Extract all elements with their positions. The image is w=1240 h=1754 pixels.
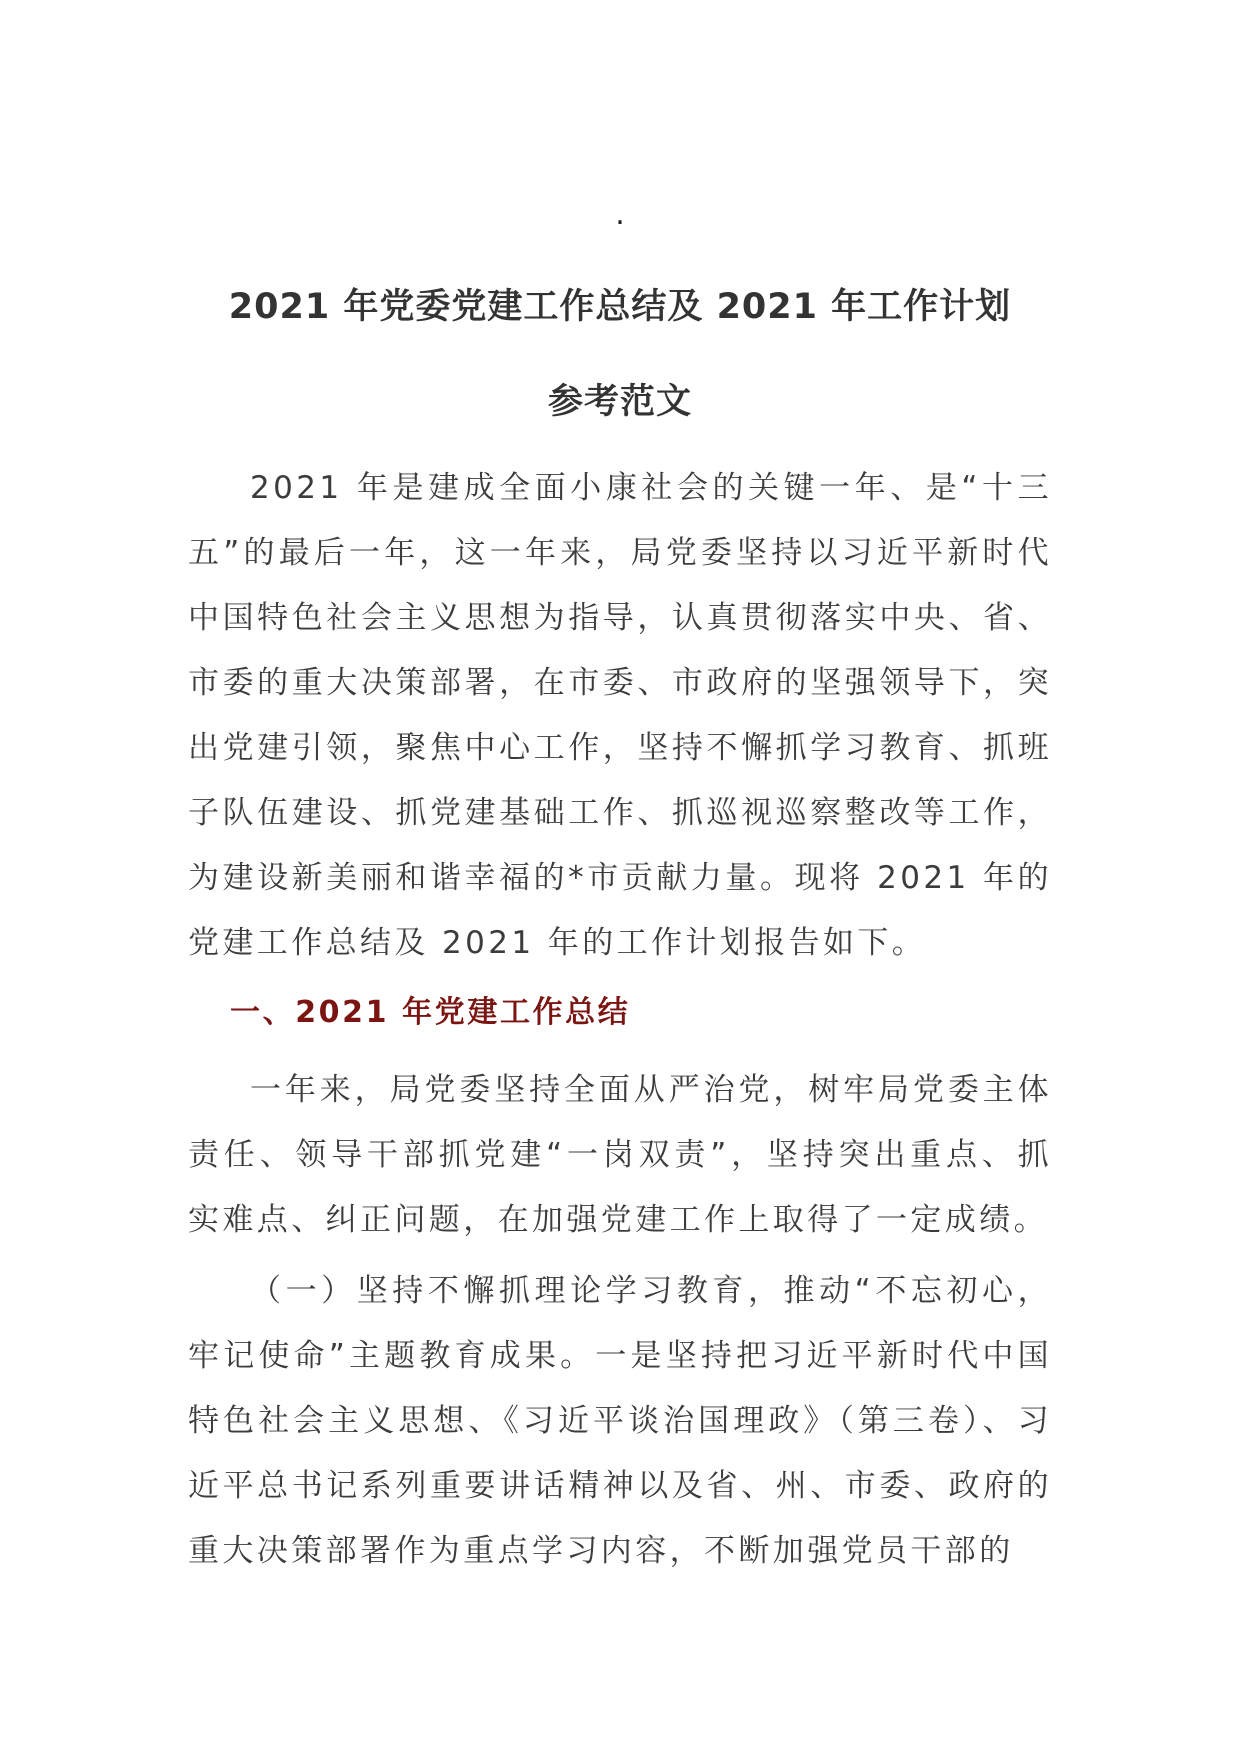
top-mark: . — [615, 197, 625, 232]
document-title-line-1: 2021 年党委党建工作总结及 2021 年工作计划 — [228, 287, 1012, 327]
section-heading-1: 一、2021 年党建工作总结 — [230, 995, 631, 1030]
section-1-paragraph: 一年来，局党委坚持全面从严治党，树牢局党委主体责任、领导干部抓党建“一岗双责”，坚持突出重点、抓实难点、纠正问题，在加强党建工作上取得了一定成绩。 — [188, 1072, 1052, 1238]
intro-paragraph: 2021 年是建成全面小康社会的关键一年、是“十三五”的最后一年，这一年来，局党委坚持以习近平新时代中国特色社会主义思想为指导，认真贯彻落实中央、省、市委的重大决策部署，在市委、市政府的坚强领导下，突出党建引领，聚焦中心工作，坚持不懈抓学习教育、抓班子队伍建设、抓党建基础工作、抓巡视巡察整改等工作，为建设新美丽和谐幸福的*市贡献力量。现将 2021 年的党建工作总结及 2021 年的工作计划报告如下。 — [188, 470, 1052, 961]
subsection-1-paragraph: （一）坚持不懈抓理论学习教育，推动“不忘初心，牢记使命”主题教育成果。一是坚持把习近平新时代中国特色社会主义思想、《习近平谈治国理政》（第三卷）、习近平总书记系列重要讲话精神以及省、州、市委、政府的重大决策部署作为重点学习内容，不断加强党员干部的 — [188, 1273, 1052, 1569]
document-title-line-2: 参考范文 — [547, 382, 692, 422]
